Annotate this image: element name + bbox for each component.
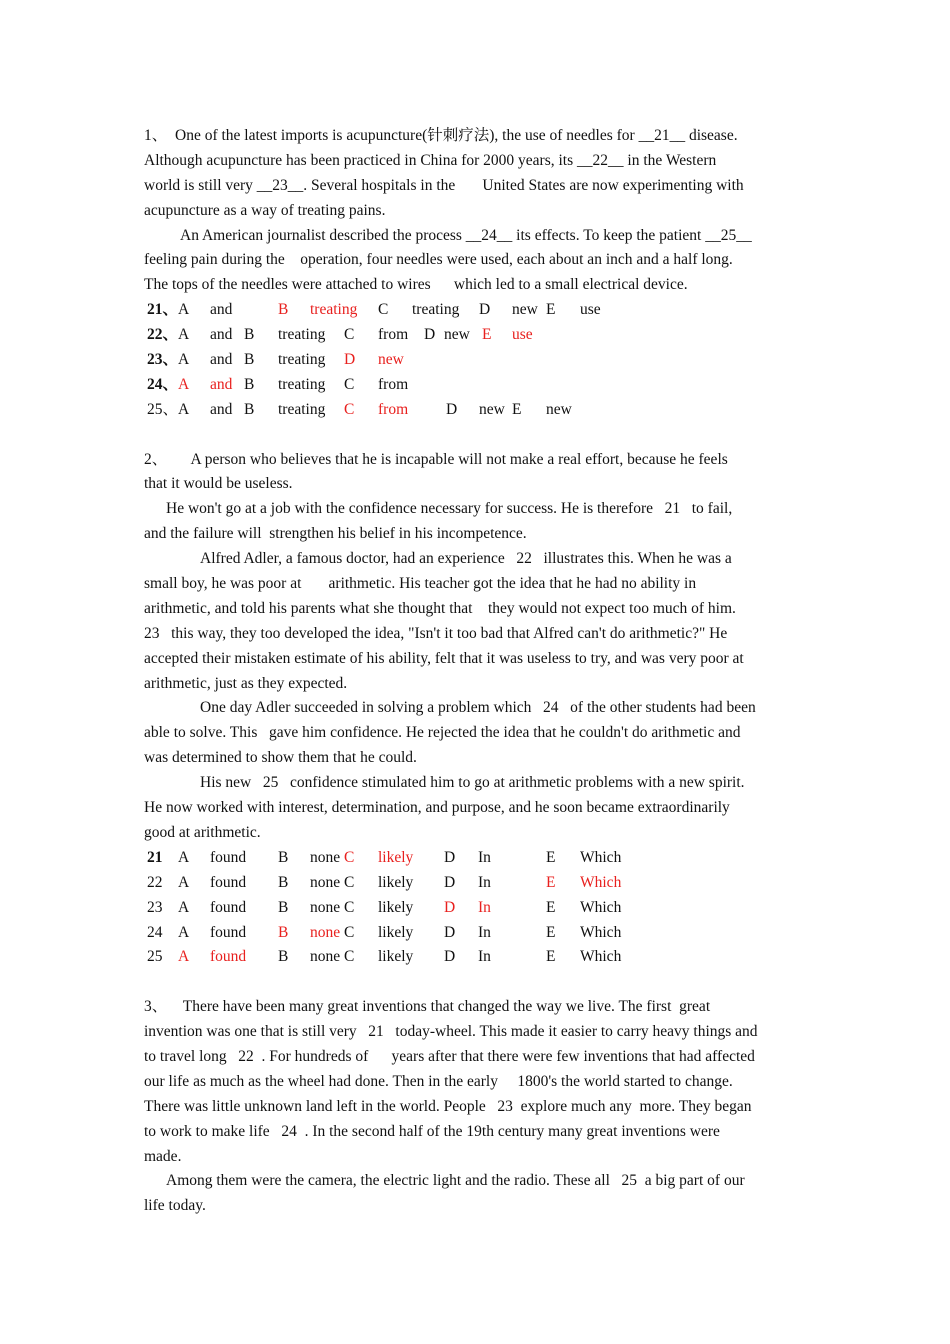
option-word: likely	[378, 873, 414, 891]
document-page	[144, 124, 809, 1219]
option-letter: E	[482, 326, 492, 344]
option-letter: A	[178, 351, 190, 369]
passage-3-line: Among them were the camera, the electric light and the radio. These all 25 a big part of our	[166, 1172, 745, 1190]
option-word: none	[310, 948, 341, 966]
option-word: treating	[278, 326, 326, 344]
option-word: use	[580, 301, 601, 319]
option-letter: A	[178, 301, 190, 319]
passage-2-line: good at arithmetic.	[144, 823, 261, 841]
option-letter: E	[512, 400, 522, 418]
option-word: treating	[412, 301, 460, 319]
passage-2-line: arithmetic, just as they expected.	[144, 674, 348, 692]
option-letter: B	[244, 351, 255, 369]
passage-2-line: small boy, he was poor at arithmetic. His teacher got the idea that he had no ability in	[144, 575, 697, 593]
passage-1-line: The tops of the needles were attached to wires which led to a small electrical device.	[144, 276, 688, 294]
passage-2-options	[144, 846, 809, 970]
passage-1-line: feeling pain during the operation, four needles were used, each about an inch and a half long.	[144, 251, 733, 269]
option-letter: E	[546, 873, 556, 891]
passage-2-line: Alfred Adler, a famous doctor, had an experience 22 illustrates this. When he was a	[200, 550, 732, 568]
option-letter: C	[344, 375, 355, 393]
option-word: use	[512, 326, 533, 344]
passage-2-line: He won't go at a job with the confidence necessary for success. He is therefore 21 to fail,	[166, 500, 733, 518]
option-word: found	[210, 923, 247, 941]
question-number: 23	[147, 898, 163, 916]
option-word: likely	[378, 848, 414, 866]
option-row	[144, 846, 809, 871]
option-word: new	[546, 400, 572, 418]
option-word: new	[378, 351, 404, 369]
question-number: 24、	[147, 375, 179, 393]
option-letter: B	[278, 848, 289, 866]
option-word: from	[378, 326, 409, 344]
option-word: treating	[278, 400, 326, 418]
option-letter: E	[546, 923, 556, 941]
question-number: 25	[147, 948, 163, 966]
option-word: found	[210, 848, 247, 866]
question-number: 22	[147, 873, 163, 891]
option-letter: A	[178, 873, 190, 891]
option-letter: C	[344, 848, 355, 866]
option-word: from	[378, 375, 409, 393]
option-letter: A	[178, 898, 190, 916]
passage-2-line: arithmetic, and told his parents what she thought that they would not expect too much of him.	[144, 599, 736, 617]
option-letter: E	[546, 301, 556, 319]
option-letter: B	[278, 948, 289, 966]
option-letter: C	[378, 301, 389, 319]
option-word: found	[210, 873, 247, 891]
option-word: In	[478, 948, 491, 966]
option-word: In	[478, 898, 491, 916]
question-number: 25、	[147, 400, 179, 418]
option-word: found	[210, 948, 247, 966]
option-letter: B	[278, 898, 289, 916]
option-word: Which	[580, 848, 622, 866]
option-row	[144, 373, 809, 398]
option-row	[144, 921, 809, 946]
option-letter: D	[444, 948, 456, 966]
option-letter: C	[344, 948, 355, 966]
option-letter: E	[546, 898, 556, 916]
option-letter: C	[344, 898, 355, 916]
option-row	[144, 871, 809, 896]
passage-3	[144, 995, 809, 1219]
option-word: new	[479, 400, 505, 418]
option-word: and	[210, 326, 233, 344]
option-word: new	[444, 326, 470, 344]
passage-1-options	[144, 298, 809, 422]
question-number: 24	[147, 923, 163, 941]
option-letter: A	[178, 326, 190, 344]
spacer	[144, 423, 809, 448]
passage-2-line: able to solve. This gave him confidence. He rejected the idea that he couldn't do arithmetic and	[144, 724, 741, 742]
option-row	[144, 945, 809, 970]
passage-1-line: 1、 One of the latest imports is acupuncture(针刺疗法), the use of needles for __21__ disease.	[144, 127, 738, 144]
passage-2-line: and the failure will strengthen his belief in his incompetence.	[144, 525, 527, 543]
option-word: In	[478, 873, 491, 891]
passage-1-line: Although acupuncture has been practiced in China for 2000 years, its __22__ in the Western	[144, 151, 717, 169]
passage-1	[144, 124, 809, 298]
passage-2	[144, 448, 809, 846]
option-letter: C	[344, 873, 355, 891]
option-letter: B	[244, 375, 255, 393]
passage-2-line: that it would be useless.	[144, 475, 293, 493]
option-letter: D	[446, 400, 458, 418]
spacer	[144, 970, 809, 995]
option-word: Which	[580, 948, 622, 966]
option-word: found	[210, 898, 247, 916]
passage-3-line: our life as much as the wheel had done. Then in the early 1800's the world started to change.	[144, 1072, 733, 1090]
option-letter: B	[278, 873, 289, 891]
option-letter: A	[178, 948, 190, 966]
option-letter: D	[444, 923, 456, 941]
option-letter: E	[546, 948, 556, 966]
option-letter: A	[178, 400, 190, 418]
option-letter: A	[178, 375, 190, 393]
passage-2-line: was determined to show them that he could.	[144, 749, 417, 767]
passage-2-line: He now worked with interest, determination, and purpose, and he soon became extraordinarily	[144, 799, 730, 817]
option-letter: B	[244, 326, 255, 344]
option-letter: B	[278, 301, 289, 319]
option-word: treating	[278, 351, 326, 369]
question-number: 21、	[147, 301, 179, 319]
option-word: treating	[278, 375, 326, 393]
passage-1-line: world is still very __23__. Several hospitals in the United States are now experimenting with	[144, 176, 744, 194]
option-word: none	[310, 873, 341, 891]
passage-1-line: acupuncture as a way of treating pains.	[144, 201, 386, 219]
option-letter: D	[444, 873, 456, 891]
option-letter: B	[278, 923, 289, 941]
passage-1-line: An American journalist described the process __24__ its effects. To keep the patient __25__	[180, 226, 752, 244]
passage-3-line: invention was one that is still very 21 today-wheel. This made it easier to carry heavy things and	[144, 1023, 758, 1041]
passage-2-line: His new 25 confidence stimulated him to go at arithmetic problems with a new spirit.	[200, 774, 745, 792]
option-letter: A	[178, 848, 190, 866]
option-row	[144, 348, 809, 373]
passage-2-line: accepted their mistaken estimate of his ability, felt that it was useless to try, and was very poor at	[144, 649, 744, 667]
passage-3-line: made.	[144, 1147, 182, 1165]
option-row	[144, 896, 809, 921]
question-number: 23、	[147, 351, 179, 369]
option-letter: C	[344, 923, 355, 941]
passage-3-line: to work to make life 24 . In the second half of the 19th century many great inventions were	[144, 1122, 720, 1140]
option-word: from	[378, 400, 409, 418]
option-letter: D	[444, 848, 456, 866]
passage-2-line: 2、 A person who believes that he is incapable will not make a real effort, because he feels	[144, 450, 728, 468]
option-word: Which	[580, 898, 622, 916]
option-letter: D	[424, 326, 436, 344]
option-word: Which	[580, 873, 622, 891]
option-word: and	[210, 301, 233, 319]
option-word: and	[210, 400, 233, 418]
question-number: 21	[147, 848, 163, 866]
option-letter: C	[344, 326, 355, 344]
option-word: likely	[378, 948, 414, 966]
passage-2-line: One day Adler succeeded in solving a problem which 24 of the other students had been	[200, 699, 756, 717]
passage-2-line: 23 this way, they too developed the idea, "Isn't it too bad that Alfred can't do arithmetic?" He	[144, 624, 728, 642]
option-row	[144, 398, 809, 423]
option-word: none	[310, 848, 341, 866]
option-letter: E	[546, 848, 556, 866]
question-number: 22、	[147, 326, 179, 344]
passage-3-line: 3、 There have been many great inventions that changed the way we live. The first great	[144, 998, 711, 1016]
option-word: Which	[580, 923, 622, 941]
passage-3-line: life today.	[144, 1197, 206, 1215]
option-word: new	[512, 301, 538, 319]
option-word: and	[210, 375, 233, 393]
option-letter: D	[444, 898, 456, 916]
option-word: likely	[378, 923, 414, 941]
passage-3-line: There was little unknown land left in the world. People 23 explore much any more. They began	[144, 1097, 752, 1115]
option-letter: C	[344, 400, 355, 418]
option-word: treating	[310, 301, 358, 319]
option-row	[144, 298, 809, 323]
option-word: and	[210, 351, 233, 369]
option-letter: D	[344, 351, 356, 369]
passage-3-line: to travel long 22 . For hundreds of years after that there were few inventions that had affected	[144, 1047, 755, 1065]
option-word: likely	[378, 898, 414, 916]
option-word: In	[478, 848, 491, 866]
option-word: none	[310, 898, 341, 916]
option-letter: D	[479, 301, 491, 319]
option-letter: A	[178, 923, 190, 941]
option-word: In	[478, 923, 491, 941]
option-row	[144, 323, 809, 348]
option-letter: B	[244, 400, 255, 418]
option-word: none	[310, 923, 341, 941]
